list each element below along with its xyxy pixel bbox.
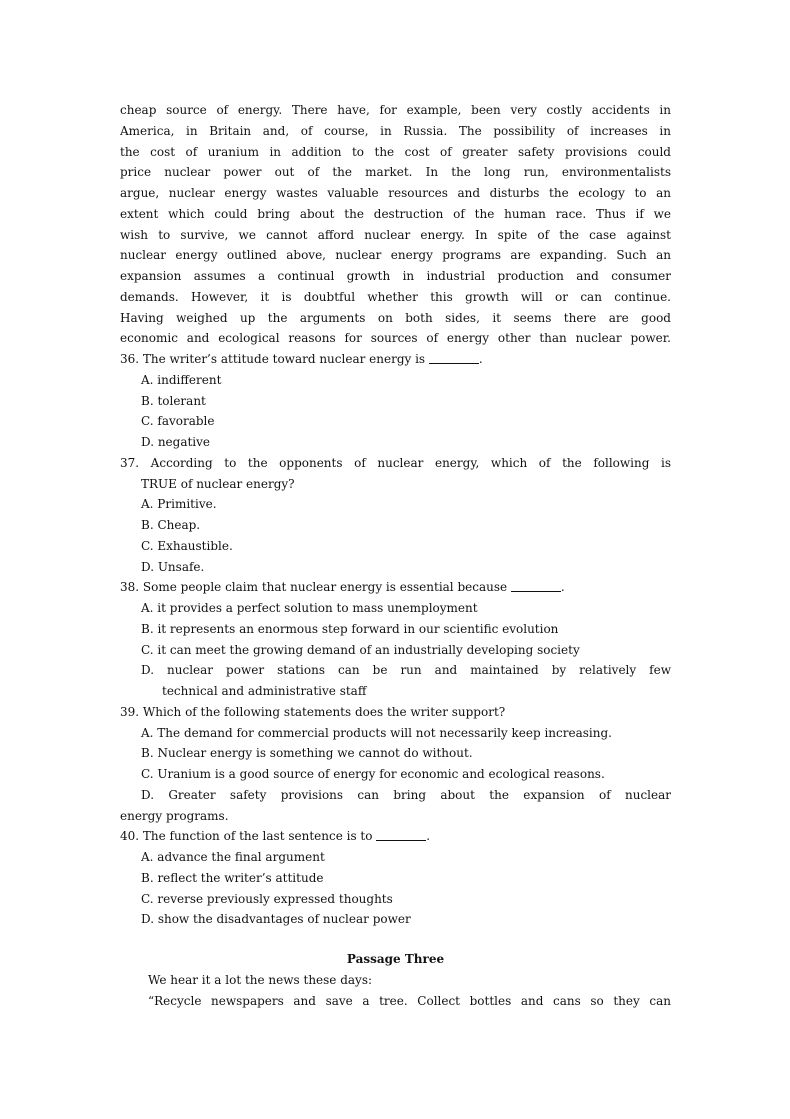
option-d: D. nuclear power stations can be run and maintained by relatively few	[141, 663, 671, 678]
passage-line: “Recycle newspapers and save a tree. Collect bottles and cans so they can	[148, 993, 671, 1008]
option-b: B. it represents an enormous step forward in our scientific evolution	[141, 621, 559, 636]
passage-line: extent which could bring about the destruction of the human race. Thus if we	[120, 206, 671, 221]
answer-blank	[376, 828, 426, 841]
passage-line: price nuclear power out of the market. In the long run, environmentalists	[120, 165, 671, 180]
passage-line: We hear it a lot the news these days:	[148, 973, 373, 987]
passage-three	[120, 948, 671, 1012]
option-c: C. it can meet the growing demand of an industrially developing society	[141, 642, 580, 657]
question-38	[120, 577, 671, 702]
option-b: B. tolerant	[141, 393, 206, 408]
passage-line: argue, nuclear energy wastes valuable resources and disturbs the ecology to an	[120, 186, 671, 200]
passage-line: America, in Britain and, of course, in Russia. The possibility of increases in	[120, 123, 671, 138]
option-d-continued: energy programs.	[120, 808, 229, 823]
document-page	[120, 100, 671, 1012]
passage-line: demands. However, it is doubtful whether this growth will or can continue.	[120, 289, 671, 304]
passage-line: economic and ecological reasons for sources of energy other than nuclear power.	[120, 331, 671, 346]
option-c: C. favorable	[141, 414, 215, 429]
option-b: B. reflect the writer’s attitude	[141, 870, 324, 885]
option-a: A. it provides a perfect solution to mass unemployment	[141, 601, 478, 615]
option-d: D. Greater safety provisions can bring about the expansion of nuclear	[141, 787, 671, 802]
question-stem-continued: TRUE of nuclear energy?	[141, 476, 295, 491]
option-b: B. Nuclear energy is something we cannot do without.	[141, 746, 473, 761]
passage-line: the cost of uranium in addition to the cost of greater safety provisions could	[120, 144, 671, 159]
passage-line: Having weighed up the arguments on both sides, it seems there are good	[120, 310, 671, 325]
option-c: C. Uranium is a good source of energy for economic and ecological reasons.	[141, 767, 605, 781]
option-a: A. indifferent	[141, 372, 222, 387]
question-stem: 39. Which of the following statements does the writer support?	[120, 704, 506, 719]
passage-two-text	[120, 100, 671, 349]
option-a: A. Primitive.	[141, 497, 217, 512]
passage-line: expansion assumes a continual growth in industrial production and consumer	[120, 269, 671, 283]
option-d: D. negative	[141, 435, 211, 449]
option-a: A. The demand for commercial products will not necessarily keep increasing.	[141, 725, 612, 740]
question-40	[120, 826, 671, 930]
question-37	[120, 453, 671, 578]
passage-line: nuclear energy outlined above, nuclear energy programs are expanding. Such an	[120, 248, 671, 263]
option-d: D. show the disadvantages of nuclear power	[141, 912, 411, 927]
question-stem: 36. The writer’s attitude toward nuclear energy is .	[120, 352, 483, 366]
answer-blank	[429, 351, 479, 364]
question-stem: 38. Some people claim that nuclear energy is essential because .	[120, 580, 565, 595]
question-39	[120, 702, 671, 827]
answer-blank	[511, 579, 561, 592]
option-c: C. Exhaustible.	[141, 538, 233, 553]
passage-line: wish to survive, we cannot afford nuclear energy. In spite of the case against	[120, 227, 671, 242]
option-d-continued: technical and administrative staff	[162, 684, 367, 698]
option-a: A. advance the final argument	[141, 850, 325, 864]
passage-line: cheap source of energy. There have, for example, been very costly accidents in	[120, 103, 671, 117]
option-b: B. Cheap.	[141, 518, 201, 532]
question-36	[120, 349, 671, 453]
question-stem: 37. According to the opponents of nuclear energy, which of the following is	[120, 455, 671, 470]
question-stem: 40. The function of the last sentence is to .	[120, 829, 431, 844]
option-c: C. reverse previously expressed thoughts	[141, 891, 393, 906]
passage-title: Passage Three	[346, 952, 445, 966]
option-d: D. Unsafe.	[141, 559, 205, 574]
